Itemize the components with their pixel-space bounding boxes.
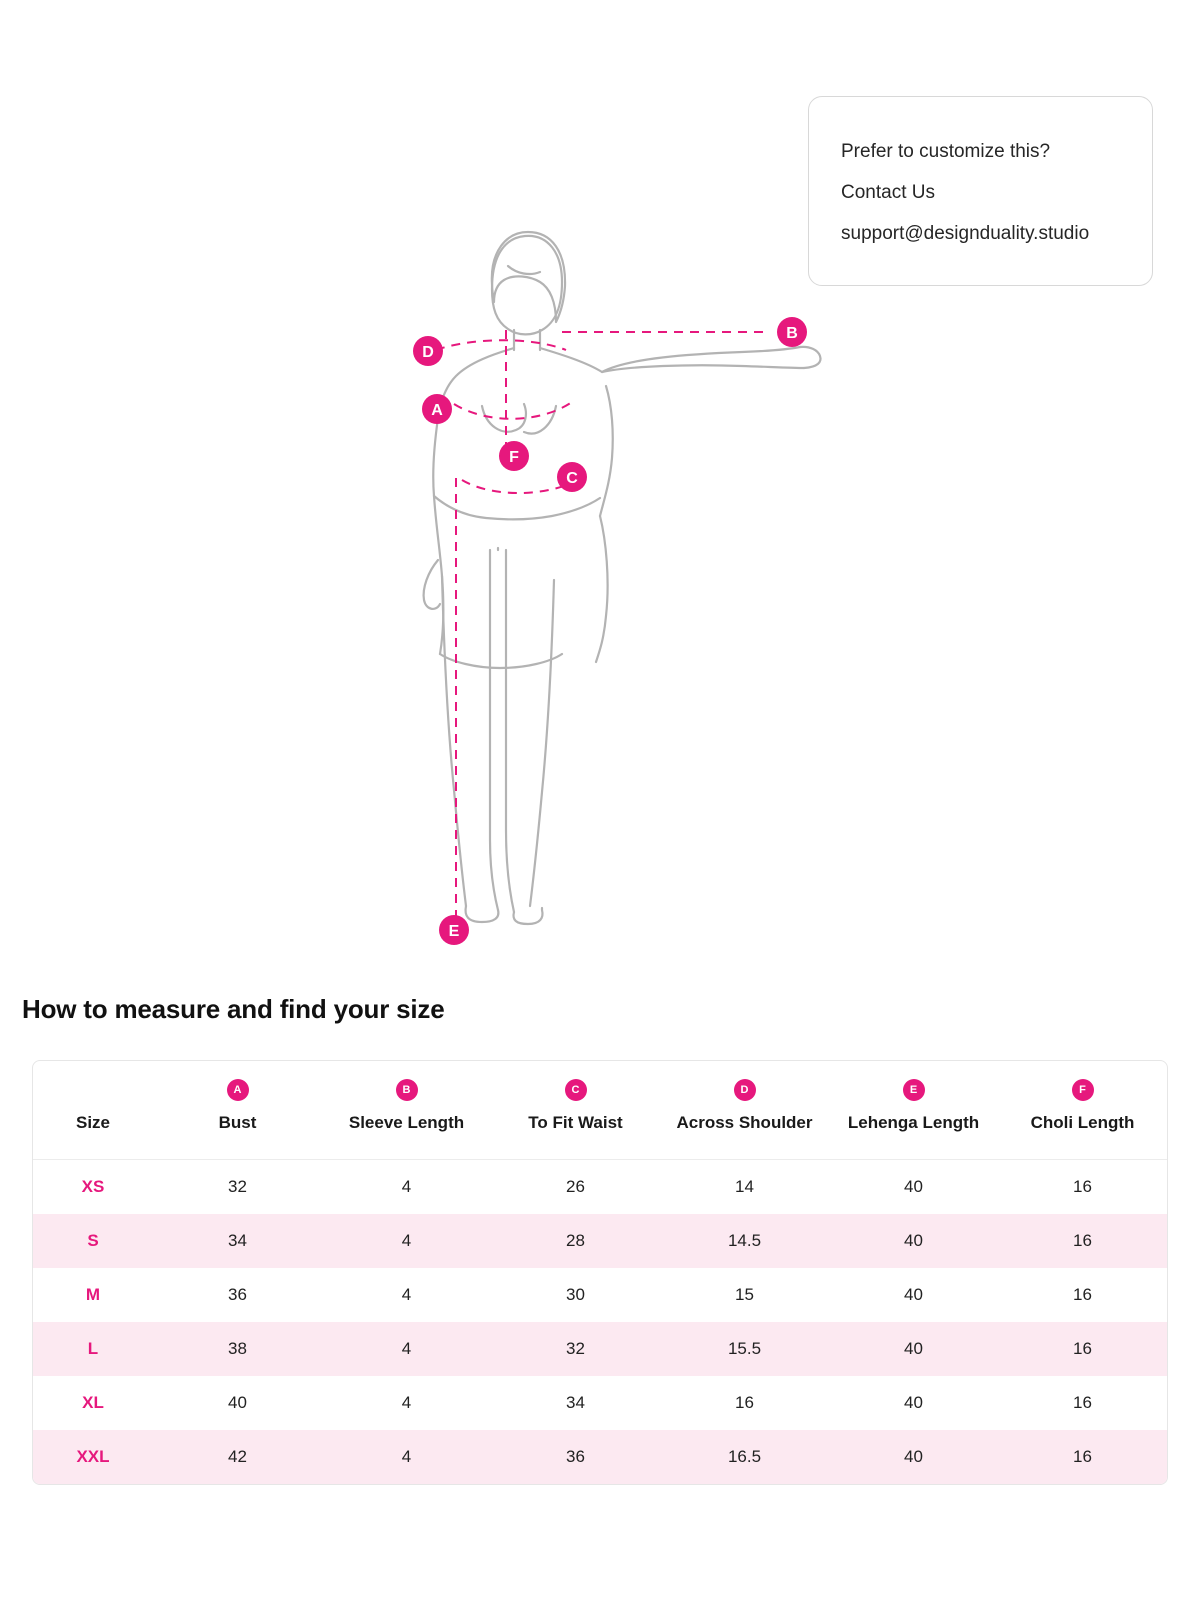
marker-C-icon bbox=[557, 462, 587, 492]
cell-shoulder: 15.5 bbox=[727, 1339, 762, 1358]
cell-choli: 16 bbox=[1073, 1231, 1092, 1250]
table-row[interactable] bbox=[33, 1322, 1167, 1376]
cell-lehenga: 40 bbox=[904, 1447, 923, 1466]
cell-lehenga: 40 bbox=[904, 1177, 923, 1196]
marker-E-icon bbox=[439, 915, 469, 945]
page-title: How to measure and find your size bbox=[22, 994, 445, 1024]
table-row[interactable] bbox=[33, 1160, 1167, 1215]
cell-waist: 30 bbox=[566, 1285, 585, 1304]
cell-choli: 16 bbox=[1073, 1447, 1092, 1466]
cell-choli: 16 bbox=[1073, 1177, 1092, 1196]
header-label-sleeve-length: Sleeve Length bbox=[348, 1113, 465, 1132]
cell-waist: 28 bbox=[566, 1231, 585, 1250]
cell-sleeve: 4 bbox=[401, 1339, 412, 1358]
header-cell-lehenga-length bbox=[829, 1061, 998, 1160]
cell-lehenga: 40 bbox=[904, 1339, 923, 1358]
header-badge-f: F bbox=[1072, 1079, 1094, 1101]
cell-bust: 32 bbox=[228, 1177, 247, 1196]
size-table-head bbox=[33, 1061, 1167, 1160]
cell-bust: 40 bbox=[228, 1393, 247, 1412]
cell-bust: 36 bbox=[228, 1285, 247, 1304]
marker-F-icon bbox=[499, 441, 529, 471]
table-row[interactable] bbox=[33, 1268, 1167, 1322]
marker-A-icon bbox=[422, 394, 452, 424]
table-header-row bbox=[33, 1061, 1167, 1160]
cell-shoulder: 14 bbox=[735, 1177, 754, 1196]
cell-waist: 26 bbox=[566, 1177, 585, 1196]
cell-waist: 34 bbox=[566, 1393, 585, 1412]
cell-shoulder: 16 bbox=[735, 1393, 754, 1412]
cell-size: XL bbox=[82, 1393, 104, 1412]
header-label-across-shoulder: Across Shoulder bbox=[676, 1113, 813, 1132]
header-cell-across-shoulder bbox=[660, 1061, 829, 1160]
cell-size: S bbox=[87, 1231, 99, 1250]
contact-line-contact-us[interactable]: Contact Us bbox=[841, 182, 935, 203]
header-cell-size bbox=[33, 1061, 153, 1160]
svg-text:F: F bbox=[509, 449, 519, 466]
table-row[interactable] bbox=[33, 1430, 1167, 1484]
header-label-lehenga-length: Lehenga Length bbox=[847, 1113, 980, 1132]
cell-choli: 16 bbox=[1073, 1285, 1092, 1304]
contact-line-prompt: Prefer to customize this? bbox=[841, 141, 1051, 162]
svg-text:B: B bbox=[786, 325, 798, 342]
cell-sleeve: 4 bbox=[401, 1231, 412, 1250]
header-label-size: Size bbox=[75, 1113, 111, 1132]
cell-bust: 38 bbox=[228, 1339, 247, 1358]
measurement-figure bbox=[390, 210, 860, 970]
cell-size: M bbox=[85, 1285, 101, 1304]
marker-D-icon bbox=[413, 336, 443, 366]
header-cell-choli-length bbox=[998, 1061, 1167, 1160]
cell-sleeve: 4 bbox=[401, 1177, 412, 1196]
header-badge-d: D bbox=[734, 1079, 756, 1101]
marker-B-icon bbox=[777, 317, 807, 347]
cell-bust: 34 bbox=[228, 1231, 247, 1250]
cell-shoulder: 15 bbox=[735, 1285, 754, 1304]
svg-text:C: C bbox=[566, 470, 578, 487]
size-table bbox=[33, 1061, 1167, 1484]
cell-lehenga: 40 bbox=[904, 1285, 923, 1304]
svg-text:D: D bbox=[422, 344, 434, 361]
svg-text:E: E bbox=[448, 923, 460, 940]
header-badge-e: E bbox=[903, 1079, 925, 1101]
header-label-bust: Bust bbox=[218, 1113, 257, 1132]
cell-size: L bbox=[87, 1339, 99, 1358]
cell-lehenga: 40 bbox=[904, 1393, 923, 1412]
line-bust bbox=[454, 402, 572, 419]
cell-sleeve: 4 bbox=[401, 1393, 412, 1412]
header-label-to-fit-waist: To Fit Waist bbox=[528, 1113, 623, 1132]
marker-badges bbox=[413, 317, 807, 945]
header-cell-sleeve-length bbox=[322, 1061, 491, 1160]
table-row[interactable] bbox=[33, 1376, 1167, 1430]
cell-size: XS bbox=[81, 1177, 105, 1196]
cell-sleeve: 4 bbox=[401, 1285, 412, 1304]
cell-waist: 36 bbox=[566, 1447, 585, 1466]
contact-line-email[interactable]: support@designduality.studio bbox=[841, 223, 1090, 244]
body-outline-icon bbox=[424, 232, 821, 924]
header-badge-c: C bbox=[565, 1079, 587, 1101]
cell-waist: 32 bbox=[566, 1339, 585, 1358]
header-badge-b: B bbox=[396, 1079, 418, 1101]
table-row[interactable] bbox=[33, 1214, 1167, 1268]
cell-shoulder: 14.5 bbox=[727, 1231, 762, 1250]
cell-bust: 42 bbox=[228, 1447, 247, 1466]
header-label-choli-length: Choli Length bbox=[1030, 1113, 1135, 1132]
cell-sleeve: 4 bbox=[401, 1447, 412, 1466]
cell-size: XXL bbox=[76, 1447, 110, 1466]
header-cell-bust bbox=[153, 1061, 322, 1160]
size-table-body bbox=[33, 1160, 1167, 1485]
size-table-card bbox=[32, 1060, 1168, 1485]
line-across-shoulder bbox=[436, 340, 566, 350]
cell-shoulder: 16.5 bbox=[727, 1447, 762, 1466]
cell-choli: 16 bbox=[1073, 1339, 1092, 1358]
header-cell-to-fit-waist bbox=[491, 1061, 660, 1160]
cell-lehenga: 40 bbox=[904, 1231, 923, 1250]
cell-choli: 16 bbox=[1073, 1393, 1092, 1412]
svg-text:A: A bbox=[431, 402, 443, 419]
header-badge-a: A bbox=[227, 1079, 249, 1101]
